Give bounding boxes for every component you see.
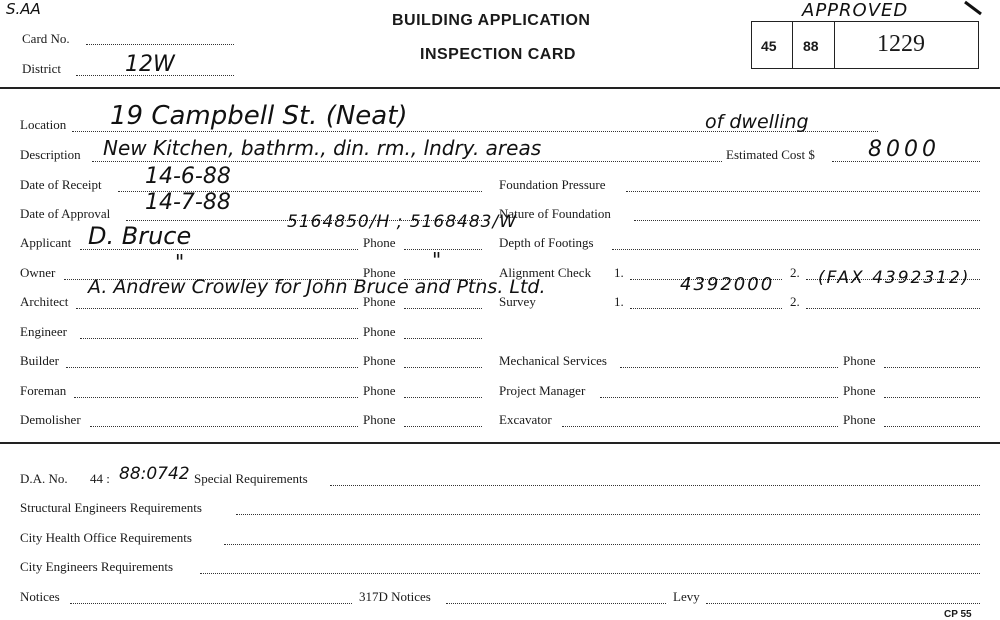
ref-box-2: 88 xyxy=(803,38,819,54)
da-no-label: D.A. No. xyxy=(20,471,68,486)
da-number-value: 88:0742 xyxy=(119,464,190,484)
city-engineers-label: City Engineers Requirements xyxy=(20,559,174,574)
builder-phone-line xyxy=(404,367,482,368)
form-code: CP 55 xyxy=(944,609,972,620)
date-approval-label: Date of Approval xyxy=(20,206,111,221)
card-no-label: Card No. xyxy=(22,31,70,46)
date-approval-value: 14-7-88 xyxy=(145,190,231,215)
district-value: 12W xyxy=(125,52,175,77)
notices-label: Notices xyxy=(20,589,60,604)
project-manager-label: Project Manager xyxy=(499,383,586,398)
estimated-cost-value: 8000 xyxy=(868,137,940,162)
form-title-line1: BUILDING APPLICATION xyxy=(392,12,591,29)
da-prefix: 44 : xyxy=(90,471,110,486)
applicant-value: D. Bruce xyxy=(88,222,192,250)
owner-phone-value: " xyxy=(432,248,442,272)
foundation-pressure-line xyxy=(626,191,980,192)
foreman-phone-line xyxy=(404,397,482,398)
corner-handwritten-mark: S.AA xyxy=(6,0,41,18)
excavator-phone-label: Phone xyxy=(843,412,876,427)
description-line xyxy=(92,161,722,162)
fax-value: (FAX 4392312) xyxy=(818,268,971,288)
survey-1-line xyxy=(630,308,782,309)
demolisher-phone-line xyxy=(404,426,482,427)
mechanical-label: Mechanical Services xyxy=(499,353,607,368)
owner-phone-label: Phone xyxy=(363,265,396,280)
alignment-check-2-label: 2. xyxy=(790,265,800,280)
alignment-check-label: Alignment Check xyxy=(499,265,592,280)
engineer-line xyxy=(80,338,358,339)
foreman-label: Foreman xyxy=(20,383,67,398)
depth-footings-line xyxy=(612,249,980,250)
survey-2-line xyxy=(806,308,980,309)
builder-label: Builder xyxy=(20,353,59,368)
applicant-label: Applicant xyxy=(20,235,72,250)
depth-footings-label: Depth of Footings xyxy=(499,235,594,250)
engineer-phone-label: Phone xyxy=(363,324,396,339)
architect-line xyxy=(76,308,358,309)
engineer-phone-line xyxy=(404,338,482,339)
owner-phone-line xyxy=(404,279,482,280)
city-engineers-line xyxy=(200,573,980,574)
card-no-line xyxy=(86,44,234,45)
architect-value: A. Andrew Crowley for John Bruce and Ptns. Ltd. xyxy=(88,276,546,298)
nature-foundation-line xyxy=(634,220,980,221)
project-manager-line xyxy=(600,397,838,398)
architect-label: Architect xyxy=(20,294,69,309)
excavator-phone-line xyxy=(884,426,980,427)
engineer-label: Engineer xyxy=(20,324,67,339)
estimated-cost-label: Estimated Cost $ xyxy=(726,147,815,162)
notices-317d-label: 317D Notices xyxy=(359,589,431,604)
location-extra: of dwelling xyxy=(705,111,809,133)
location-value: 19 Campbell St. (Neat) xyxy=(110,101,408,131)
foreman-phone-label: Phone xyxy=(363,383,396,398)
builder-phone-label: Phone xyxy=(363,353,396,368)
excavator-label: Excavator xyxy=(499,412,552,427)
mechanical-line xyxy=(620,367,838,368)
special-requirements-label: Special Requirements xyxy=(194,471,308,486)
location-label: Location xyxy=(20,117,67,132)
mechanical-phone-label: Phone xyxy=(843,353,876,368)
structural-engineers-label: Structural Engineers Requirements xyxy=(20,500,202,515)
survey-2-label: 2. xyxy=(790,294,800,309)
nature-foundation-label: Nature of Foundation xyxy=(499,206,611,221)
city-health-label: City Health Office Requirements xyxy=(20,530,192,545)
levy-line xyxy=(706,603,980,604)
levy-label: Levy xyxy=(673,589,700,604)
foundation-pressure-label: Foundation Pressure xyxy=(499,177,606,192)
demolisher-line xyxy=(90,426,358,427)
applicant-phone-line xyxy=(404,249,482,250)
notices-317d-line xyxy=(446,603,666,604)
city-health-line xyxy=(224,544,980,545)
date-receipt-label: Date of Receipt xyxy=(20,177,102,192)
alignment-check-1-label: 1. xyxy=(614,265,624,280)
ref-box-3: 1229 xyxy=(877,31,925,57)
date-receipt-value: 14-6-88 xyxy=(145,164,231,189)
notices-line xyxy=(70,603,352,604)
header-divider xyxy=(0,87,1000,89)
middle-divider xyxy=(0,442,1000,444)
architect-phone-line xyxy=(404,308,482,309)
description-label: Description xyxy=(20,147,81,162)
applicant-phone-numbers: 5164850/H ; 5168483/W xyxy=(287,212,518,232)
ref-box-1: 45 xyxy=(761,38,777,54)
structural-engineers-line xyxy=(236,514,980,515)
survey-1-label: 1. xyxy=(614,294,624,309)
project-manager-phone-line xyxy=(884,397,980,398)
approved-stamp: APPROVED xyxy=(802,0,909,21)
foreman-line xyxy=(74,397,358,398)
applicant-phone-label: Phone xyxy=(363,235,396,250)
owner-value: " xyxy=(175,250,185,274)
survey-label: Survey xyxy=(499,294,536,309)
excavator-line xyxy=(562,426,838,427)
mechanical-phone-line xyxy=(884,367,980,368)
district-label: District xyxy=(22,61,61,76)
demolisher-label: Demolisher xyxy=(20,412,81,427)
check-mark-icon xyxy=(963,0,987,20)
builder-line xyxy=(66,367,358,368)
form-title-line2: INSPECTION CARD xyxy=(420,46,576,63)
special-requirements-line xyxy=(330,485,980,486)
demolisher-phone-label: Phone xyxy=(363,412,396,427)
architect-phone-value: 4392000 xyxy=(680,274,775,295)
architect-phone-label: Phone xyxy=(363,294,396,309)
description-value: New Kitchen, bathrm., din. rm., lndry. areas xyxy=(103,136,542,160)
project-manager-phone-label: Phone xyxy=(843,383,876,398)
owner-label: Owner xyxy=(20,265,56,280)
